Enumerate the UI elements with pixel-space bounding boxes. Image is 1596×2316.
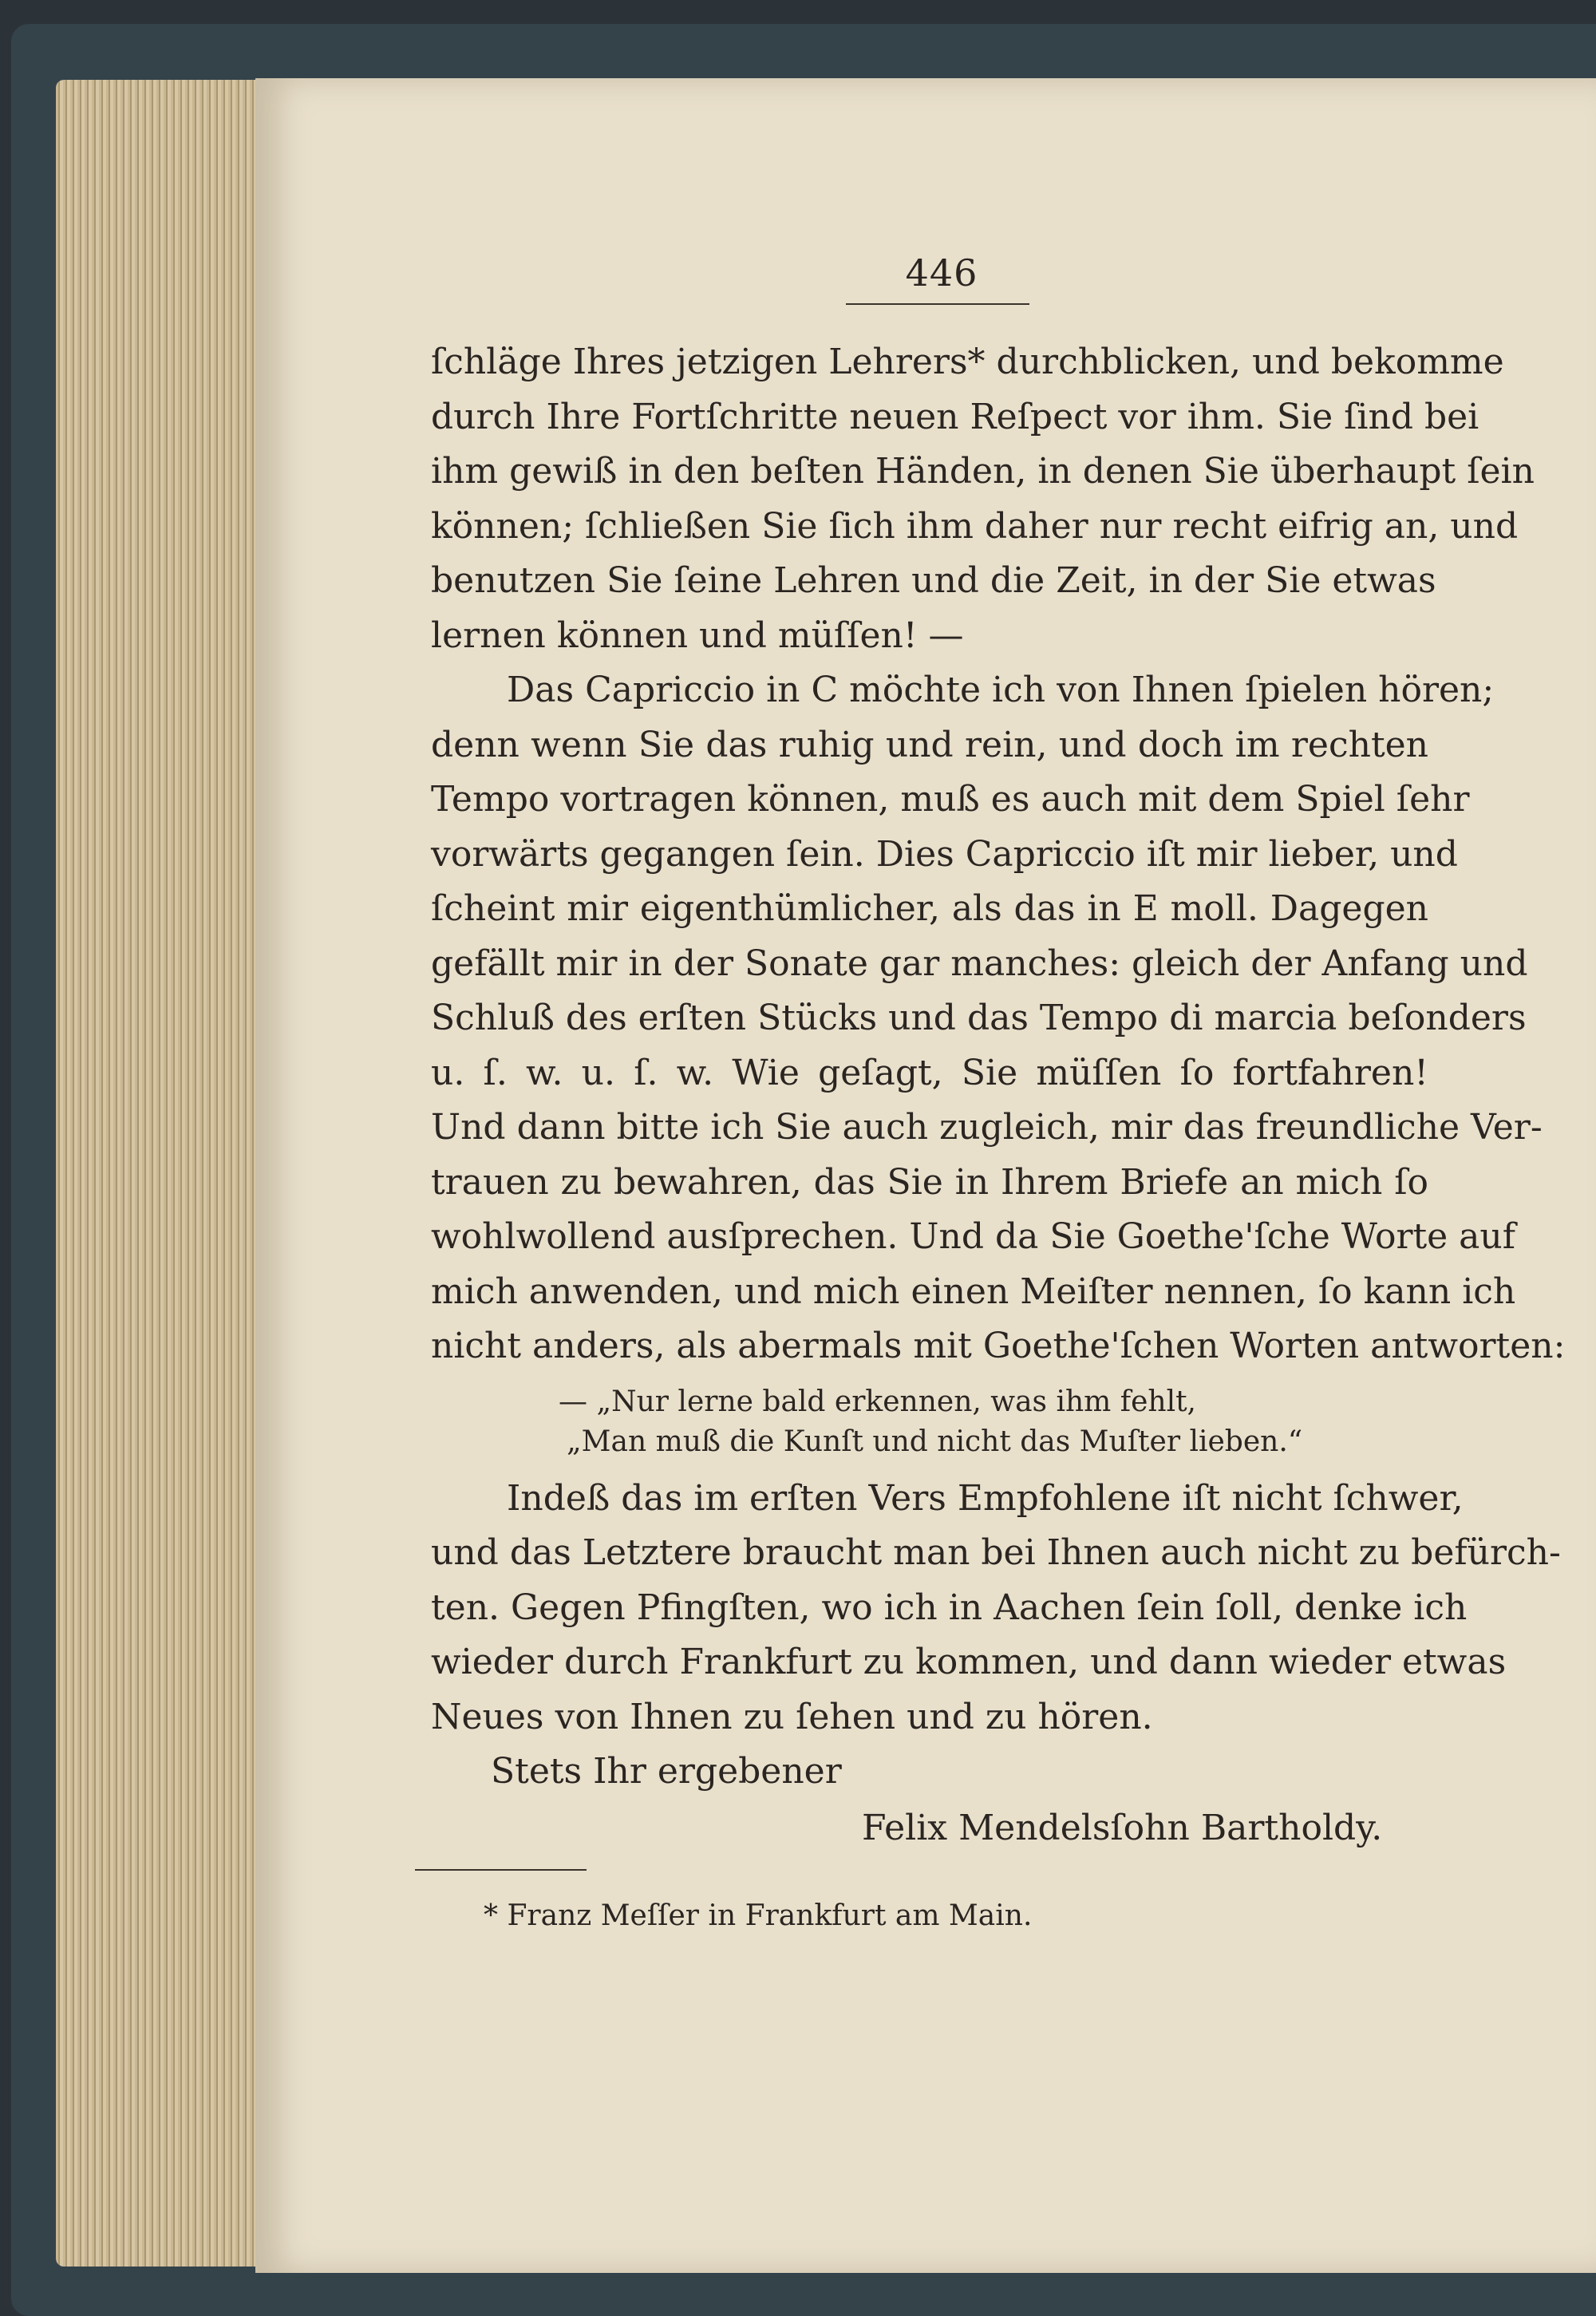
text-line: wieder durch Frankfurt zu kommen, und dann wieder etwas: [431, 1642, 1507, 1682]
footnote-rule: [415, 1869, 587, 1871]
letter-body: [431, 335, 1566, 1857]
text-line: Und dann bitte ich Sie auch zugleich, mir das freundliche Ver-: [431, 1107, 1543, 1148]
text-line: mich anwenden, und mich einen Meiſter nennen, ſo kann ich: [431, 1271, 1516, 1312]
text-line: ſchläge Ihres jetzigen Lehrers* durchblicken, und bekomme: [431, 342, 1504, 382]
page-number: 446: [905, 251, 978, 294]
text-line: benutzen Sie ſeine Lehren und die Zeit, in der Sie etwas: [431, 560, 1436, 601]
quote-line: „Man muß die Kunſt und nicht das Muſter lieben.“: [567, 1425, 1303, 1458]
footnote: * Franz Meſſer in Frankfurt am Main.: [484, 1899, 1033, 1932]
text-line: ihm gewiß in den beſten Händen, in denen Sie überhaupt ſein: [431, 451, 1535, 492]
closing-line: Stets Ihr ergebener: [491, 1751, 842, 1792]
text-line: vorwärts gegangen ſein. Dies Capriccio iſt mir lieber, und: [431, 833, 1458, 875]
page-edges: [56, 80, 263, 2267]
text-line: denn wenn Sie das ruhig und rein, und doch im rechten: [431, 724, 1428, 765]
text-line: wohlwollend ausſprechen. Und da Sie Goethe'ſche Worte auf: [431, 1216, 1516, 1257]
page-number-rule: [846, 303, 1029, 305]
text-line: ſcheint mir eigenthümlicher, als das in E moll. Dagegen: [431, 888, 1428, 929]
text-line: Indeß das im erſten Vers Empfohlene iſt nicht ſchwer,: [507, 1477, 1464, 1519]
text-line: können; ſchließen Sie ſich ihm daher nur recht eifrig an, und: [431, 505, 1519, 547]
text-line: trauen zu bewahren, das Sie in Ihrem Briefe an mich ſo: [431, 1161, 1428, 1203]
text-line: gefällt mir in der Sonate gar manches: gleich der Anfang und: [431, 943, 1528, 984]
text-line: Das Capriccio in C möchte ich von Ihnen ſpielen hören;: [507, 670, 1495, 710]
text-line: lernen können und müſſen! —: [431, 615, 964, 656]
text-line: nicht anders, als abermals mit Goethe'ſchen Worten antworten:: [431, 1326, 1566, 1366]
text-line: Neues von Ihnen zu ſehen und zu hören.: [431, 1696, 1153, 1737]
text-line: u. ſ. w. u. ſ. w. Wie geſagt, Sie müſſen ſo fortfahren!: [431, 1052, 1428, 1093]
text-line: ten. Gegen Pfingſten, wo ich in Aachen ſein ſoll, denke ich: [431, 1587, 1468, 1628]
text-line: durch Ihre Fortſchritte neuen Reſpect vor ihm. Sie ſind bei: [431, 396, 1479, 437]
text-line: und das Letztere braucht man bei Ihnen auch nicht zu befürch-: [431, 1532, 1561, 1573]
text-line: Tempo vortragen können, muß es auch mit dem Spiel ſehr: [431, 779, 1470, 820]
quote-line: — „Nur lerne bald erkennen, was ihm fehlt,: [559, 1385, 1196, 1418]
text-line: Schluß des erſten Stücks und das Tempo di marcia beſonders: [431, 998, 1527, 1038]
signature: Felix Mendelsſohn Bartholdy.: [862, 1807, 1383, 1848]
